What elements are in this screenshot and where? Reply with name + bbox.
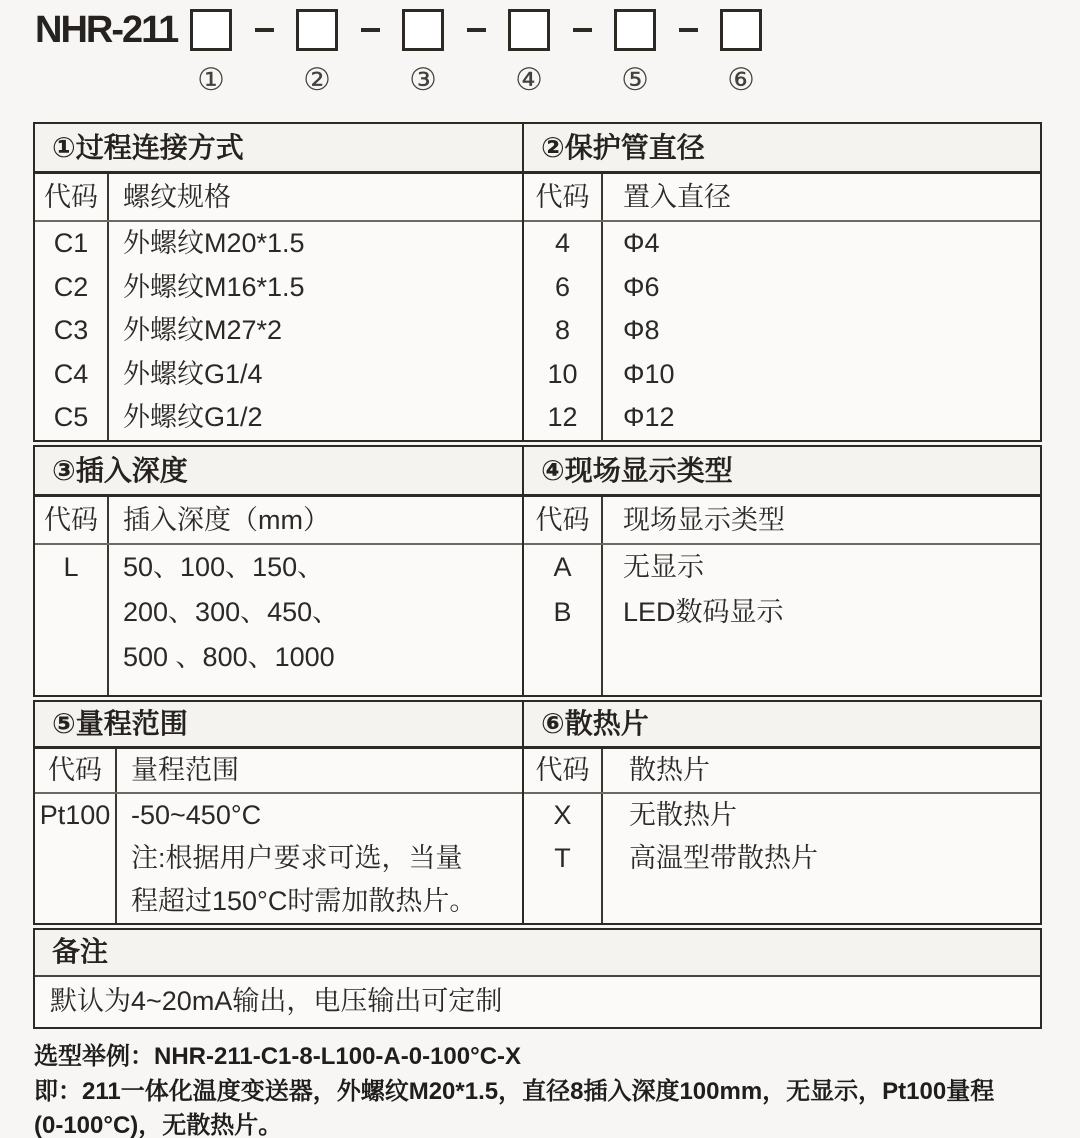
section-subheader [524, 497, 1040, 545]
model-segment-box-2 [296, 9, 338, 51]
value-column [109, 545, 522, 695]
remark-band [33, 928, 1042, 1029]
value-cell: Φ8 [623, 315, 660, 346]
position-number-6: ⑥ [727, 62, 755, 98]
code-cell: C3 [53, 315, 89, 346]
model-segment-box-6 [720, 9, 762, 51]
remark-title: 备注 [35, 930, 1040, 977]
value-cell: 外螺纹G1/2 [123, 402, 263, 433]
segment-gap [550, 9, 614, 51]
ordering-example [34, 1040, 1054, 1138]
value-column [603, 545, 1040, 695]
section-title: ④现场显示类型 [524, 447, 1040, 497]
code-cell: L [63, 552, 79, 582]
value-cell: Φ4 [623, 228, 660, 258]
band-sections-5-6 [33, 700, 1042, 925]
value-header: 现场显示类型 [623, 505, 785, 535]
value-header: 插入深度（mm） [123, 505, 330, 535]
example-model-line: 选型举例：NHR-211-C1-8-L100-A-0-100°C-X [34, 1043, 522, 1070]
code-cell: 12 [547, 402, 578, 433]
code-header: 代码 [35, 497, 109, 543]
section-data [35, 222, 522, 440]
code-column [524, 222, 603, 440]
example-explanation-line-1: 即：211一体化温度变送器，外螺纹M20*1.5，直径8插入深度100mm，无显示，Pt100量程 [34, 1077, 995, 1105]
code-header: 代码 [524, 749, 603, 792]
model-segment-box-4 [508, 9, 550, 51]
value-cell-line: 200、300、450、 [123, 597, 340, 627]
code-header: 代码 [524, 174, 603, 220]
value-cell-line: 500 、800、1000 [123, 642, 335, 672]
value-column [117, 794, 522, 923]
section-data [524, 794, 1040, 923]
model-label: NHR-211 [35, 8, 178, 51]
section-measuring-range [35, 702, 522, 923]
value-header: 置入直径 [623, 182, 731, 212]
dash-separator [679, 28, 698, 32]
section-subheader [524, 174, 1040, 222]
code-cell: 10 [547, 358, 578, 389]
model-segment-box-1 [190, 9, 232, 51]
code-cell: B [553, 597, 572, 627]
value-cell: Φ12 [623, 402, 675, 433]
example-explanation-line-2: (0-100°C)，无散热片。 [34, 1112, 283, 1138]
dash-separator [255, 28, 274, 32]
dash-separator [467, 28, 486, 32]
value-cell: Φ10 [623, 358, 675, 389]
position-numbers [190, 60, 826, 100]
value-header: 量程范围 [131, 755, 239, 785]
value-cell: 外螺纹M20*1.5 [123, 228, 305, 258]
section-heat-sink [522, 702, 1040, 923]
code-column [35, 794, 117, 923]
band-sections-1-2 [33, 122, 1042, 442]
code-column [35, 222, 109, 440]
segment-gap [232, 9, 296, 51]
code-cell: C1 [53, 228, 89, 258]
value-header: 螺纹规格 [123, 182, 231, 212]
section-data [524, 545, 1040, 695]
segment-gap [656, 9, 720, 51]
section-title: ⑥散热片 [524, 702, 1040, 749]
code-header: 代码 [35, 749, 117, 792]
model-segment-box-5 [614, 9, 656, 51]
code-cell: X [553, 800, 572, 830]
section-title: ⑤量程范围 [35, 702, 522, 749]
code-cell: A [553, 552, 572, 582]
position-number-4: ④ [515, 62, 543, 98]
section-data [35, 545, 522, 695]
section-title: ①过程连接方式 [35, 124, 522, 174]
code-cell: C5 [53, 402, 89, 433]
value-cell: LED数码显示 [623, 597, 784, 627]
value-cell: 外螺纹M16*1.5 [123, 271, 305, 302]
spec-table [33, 122, 1042, 1032]
value-column [109, 222, 522, 440]
value-cell: Φ6 [623, 271, 660, 302]
segment-gap [338, 9, 402, 51]
code-cell: 4 [554, 228, 571, 258]
section-title: ②保护管直径 [524, 124, 1040, 174]
value-cell: 高温型带散热片 [629, 843, 818, 873]
value-cell: 无显示 [623, 552, 704, 582]
model-segment-box-3 [402, 9, 444, 51]
value-cell-line: 程超过150°C时需加散热片。 [131, 886, 477, 916]
value-cell: 无散热片 [629, 800, 737, 830]
position-number-2: ② [303, 62, 331, 98]
value-column [603, 222, 1040, 440]
section-display-type [522, 447, 1040, 695]
code-cell: 8 [554, 315, 571, 346]
position-number-1: ① [197, 62, 225, 98]
value-cell: 外螺纹G1/4 [123, 358, 263, 389]
section-protection-tube-diameter [522, 124, 1040, 440]
segment-gap [444, 9, 508, 51]
code-cell: 6 [554, 271, 571, 302]
code-column [524, 794, 603, 923]
position-number-5: ⑤ [621, 62, 649, 98]
value-column [603, 794, 1040, 923]
value-cell: 外螺纹M27*2 [123, 315, 283, 346]
value-cell-line: -50~450°C [131, 800, 262, 830]
section-process-connection [35, 124, 522, 440]
section-subheader [35, 749, 522, 794]
code-cell: Pt100 [39, 800, 111, 830]
value-header: 散热片 [629, 755, 710, 785]
code-cell: C2 [53, 271, 89, 302]
band-sections-3-4 [33, 445, 1042, 697]
section-data [524, 222, 1040, 440]
section-subheader [35, 174, 522, 222]
position-number-3: ③ [409, 62, 437, 98]
section-subheader [524, 749, 1040, 794]
section-insertion-depth [35, 447, 522, 695]
code-cell: C4 [53, 358, 89, 389]
dash-separator [573, 28, 592, 32]
code-column [35, 545, 109, 695]
model-code-diagram [35, 8, 762, 52]
code-header: 代码 [524, 497, 603, 543]
dash-separator [361, 28, 380, 32]
section-data [35, 794, 522, 923]
code-header: 代码 [35, 174, 109, 220]
section-subheader [35, 497, 522, 545]
value-cell-line: 50、100、150、 [123, 552, 325, 582]
section-title: ③插入深度 [35, 447, 522, 497]
code-column [524, 545, 603, 695]
remark-content: 默认为4~20mA输出，电压输出可定制 [50, 986, 503, 1016]
code-cell: T [554, 843, 571, 873]
value-cell-line: 注:根据用户要求可选，当量 [131, 843, 463, 873]
